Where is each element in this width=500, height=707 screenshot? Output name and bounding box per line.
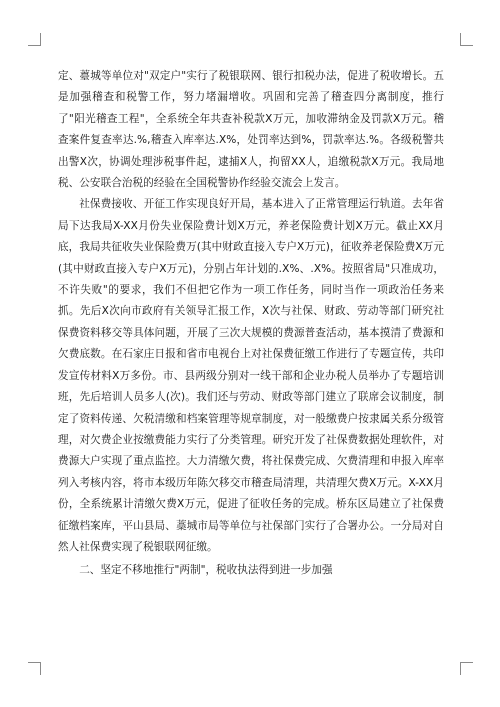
crop-mark-bottom-right	[460, 662, 473, 675]
section-heading: 二、坚定不移地推行"两制"，税收执法得到进一步加强	[79, 564, 333, 577]
crop-mark-top-left	[28, 33, 41, 46]
crop-mark-bottom-left	[28, 662, 41, 675]
crop-mark-top-right	[460, 33, 473, 46]
paragraph-social-security: 社保费接收、开征工作实现良好开局，基本进入了正常管理运行轨道。去年省局下达我局X-XX月份失业保险费计划X万元，养老保险费计划X万元。截止XX月底，我局共征收失业保险费万(其中财政直接入专户X万元)，征收养老保险费X万元(其中财政直接入专户X万元)，分别占年计划的.X%、.X%。按照省局"只准成功，不许失败"的要求，我们不但把它作为一项工作任务，同时当作一项政治任务来抓。先后X次向市政府有关领导汇报工作，X次与社保、财政、劳动等部门研究社保费资料移交等具体问题，开展了三次大规模的费源普查活动，基本摸清了费源和欠费底数。在石家庄日报和省市电视台上对社保费征缴工作进行了专题宣传，共印发宣传材料X万多份。市、县两级分别对一线干部和企业办税人员举办了专题培训班，先后培训人员多人(次)。我们还与劳动、财政等部门建立了联席会议制度，制定了资料传递、欠税清缴和档案管理等规章制度，对一般缴费户按隶属关系分级管理，对欠费企业按缴费能力实行了分类管理。研究开发了社保费数据处理软件，对费源大户实现了重点监控。大力清缴欠费，将社保费完成、欠费清理和申报入库率列入考核内容，将市本级历年陈欠移交市稽查局清理，共清理欠费X万元。X-XX月份，全系统累计清缴欠费X万元，促进了征收任务的完成。桥东区局建立了社保费征缴档案库，平山县局、藁城市局等单位与社保部门实行了合署办公。一分局对自然人社保费实现了税银联网征缴。	[58, 198, 444, 553]
paragraph-tax-collection: 定、薹城等单位对"双定户"实行了税银联网、银行扣税办法，促进了税收增长。五是加强稽查和税警工作，努力堵漏增收。巩固和完善了稽查四分离制度，推行了"阳光稽查工程"，全系统全年共查补税款X万元，加收滞纳金及罚款X万元。稽查案件复查率达.%,稽查入库率达.X%，处罚率达到%，罚款率达.%。各级税警共出警X次，协调处理涉税事件起，逮捕X人，拘留XX人，追缴税款X万元。我局地税、公安联合治税的经验在全国税警协作经验交流会上发言。	[58, 70, 444, 190]
document-body	[58, 66, 444, 582]
